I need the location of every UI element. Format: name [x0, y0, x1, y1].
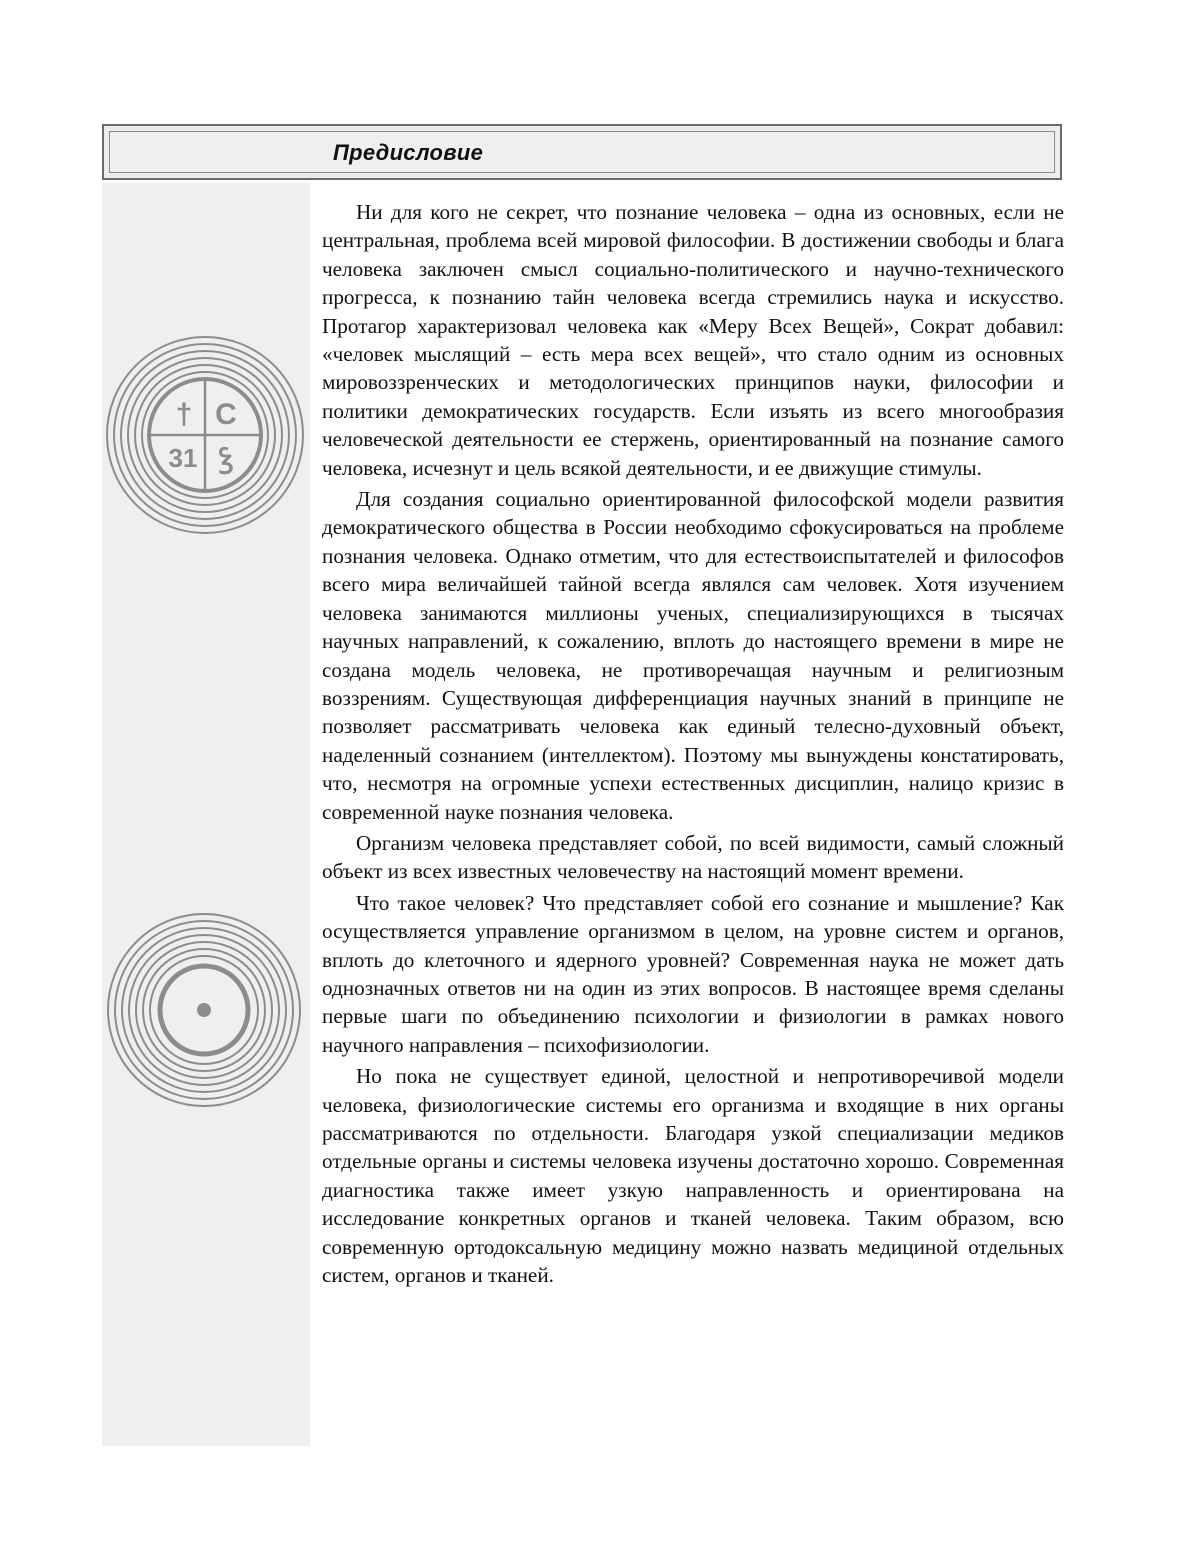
section-header-inner — [109, 131, 1055, 173]
paragraph-5: Но пока не существует единой, целостной и непротиворечивой модели человека, физиологические системы его организма и входящие в них органы рассматриваются по отдельности. Благодаря узкой специализации медиков отдельные органы и системы человека изучены достаточно хорошо. Современная диагностика также имеет узкую направленность и ориентирована на исследование конкретных органов и тканей человека. Таким образом, всю современную ортодоксальную медицину можно назвать медициной отдельных систем, органов и тканей. — [322, 1064, 1064, 1288]
emblem-symbol-glyph: ꝣ — [218, 442, 234, 473]
concentric-circles-dot-icon — [102, 911, 310, 1111]
section-header — [102, 124, 1062, 180]
emblem-symbol-cross: † — [175, 398, 193, 431]
emblem-symbol-31: 31 — [168, 443, 198, 473]
paragraph-3: Организм человека представляет собой, по всей видимости, самый сложный объект из всех известных человечеству на настоящий момент времени. — [322, 830, 1064, 884]
paragraph-2: Для создания социально ориентированной философской модели развития демократического общества в России необходимо сфокусироваться на проблеме познания человека. Однако отметим, что для естествоиспытателей и философов всего мира величайшей тайной всегда являлся сам человек. Хотя изучением человека занимаются миллионы ученых, специализирующихся в тысячах научных направлений, к сожалению, вплоть до настоящего времени в мире не создана модель человека, не противоречащая научным и религиозным воззрениям. Существующая дифференциация научных знаний в принципе не позволяет рассматривать человека как единый телесно-духовный объект, наделенный сознанием (интеллектом). Поэтому мы вынуждены констатировать, что, несмотря на огромные успехи естественных дисциплин, налицо кризис в современной науке познания человека. — [322, 487, 1064, 824]
paragraph-4: Что такое человек? Что представляет собой его сознание и мышление? Как осуществляется управление организмом в целом, на уровне систем и органов, вплоть до клеточного и ядерного уровней? Современная наука не может дать однозначных ответов ни на один из этих вопросов. В настоящее время сделаны первые шаги по объединению психологии и физиологии в рамках нового научного направления – психофизиологии. — [322, 890, 1064, 1057]
page-title: Предисловие — [333, 140, 484, 165]
paragraph-1: Ни для кого не секрет, что познание человека – одна из основных, если не центральная, проблема всей мировой философии. В достижении свободы и блага человека заключен смысл социально-политического и научно-технического прогресса, к познанию тайн человека всегда стремились наука и искусство. Протагор характеризовал человека как «Меру Всех Вещей», Сократ добавил: «человек мыслящий – есть мера всех вещей», что стало одним из основных мировоззренческих и методологических принципов науки, философии и политики демократических государств. Если изъять из всего многообразия человеческой деятельности ее стержень, ориентированный на познание самого человека, исчезнут и цель всякой деятельности, и ее движущие стимулы. — [322, 200, 1064, 480]
decorative-sidebar — [102, 183, 310, 1446]
emblem-symbol-c: С — [215, 398, 237, 431]
preface-text — [322, 198, 1064, 1292]
concentric-circles-symbols-icon — [102, 330, 310, 540]
